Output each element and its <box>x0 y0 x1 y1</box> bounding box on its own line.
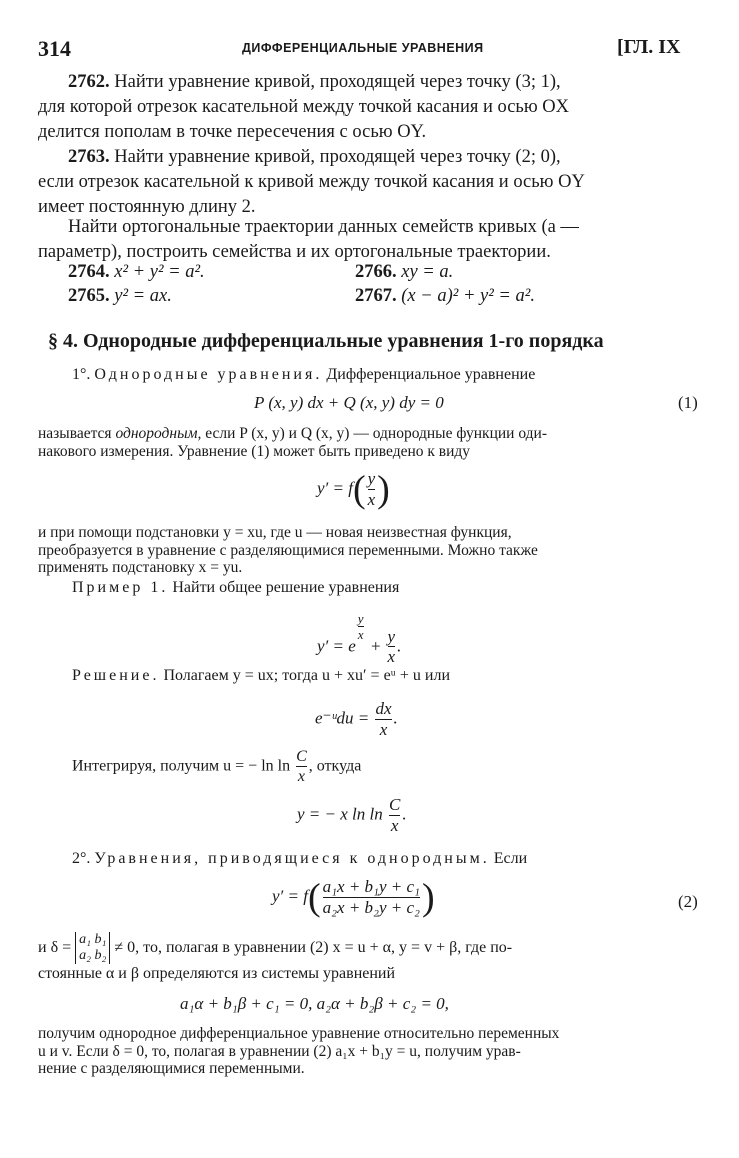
fraction-numerator: a₁x + b₁y + c₁ <box>322 877 420 896</box>
problem-equation: x² + y² = a². <box>114 262 205 282</box>
fraction-denominator: x <box>367 489 376 509</box>
paragraph-text: u и v. Если δ = 0, то, полагая в уравнении (2) a₁x + b₁y = u, получим урав- <box>38 1042 521 1060</box>
fraction-numerator: C <box>388 795 401 814</box>
problem-2763 <box>38 145 698 220</box>
problem-number: 2762. <box>68 72 110 92</box>
example-heading <box>72 579 399 597</box>
paragraph-text: накового измерения. Уравнение (1) может быть приведено к виду <box>38 442 471 460</box>
fraction-numerator: y <box>357 611 364 626</box>
problem-2766 <box>355 262 453 283</box>
equation-lhs: y′ = f <box>272 886 308 906</box>
fraction-denominator: a₂x + b₂y + c₂ <box>322 897 420 917</box>
fraction <box>388 628 396 667</box>
equation-lhs: y′ = f <box>317 478 353 498</box>
determinant-tail: ≠ 0, то, полагая в уравнении (2) x = u + α, y = v + β, где по- <box>114 938 513 956</box>
section-title: § 4. Однородные дифференциальные уравнения 1-го порядка <box>48 330 604 352</box>
fraction-denominator: x <box>387 647 396 667</box>
problem-number: 2764. <box>68 262 110 282</box>
problem-equation: xy = a. <box>401 262 454 282</box>
equation-1: P (x, y) dx + Q (x, y) dy = 0 <box>254 393 444 412</box>
problem-text: Найти уравнение кривой, проходящей через точку (2; 0), <box>114 147 561 167</box>
problem-text: для которой отрезок касательной между точкой касания и осью OX <box>38 97 570 117</box>
fraction-numerator: C <box>296 748 307 765</box>
problem-equation: y² = ax. <box>114 286 172 306</box>
integration-text: Интегрируя, получим u = − ln ln <box>72 757 291 775</box>
problem-text: Найти уравнение кривой, проходящей через точку (3; 1), <box>114 72 561 92</box>
part-heading: Уравнения, приводящиеся к однородным. <box>94 850 490 867</box>
problem-number: 2763. <box>68 147 110 167</box>
part-label: 1°. <box>72 366 91 383</box>
page-number: 314 <box>38 36 71 61</box>
determinant-intro: и δ = <box>38 938 72 956</box>
determinant-line <box>38 932 512 964</box>
problem-2767 <box>355 286 535 307</box>
fraction-denominator: x <box>297 767 305 785</box>
paragraph-text: называется <box>38 425 112 442</box>
problem-2762 <box>38 70 698 145</box>
integration-line <box>72 748 361 785</box>
paragraph-text: нение с разделяющимися переменными. <box>38 1060 305 1077</box>
det-entry: b₂ <box>94 948 107 964</box>
equation-lhs: e⁻ᵘdu = <box>315 708 370 728</box>
equation-y-prime-f: y′ = f( $\frac{y}{x}$ ) <box>317 468 390 511</box>
problem-text: имеет постоянную длину 2. <box>38 197 256 217</box>
problem-text: если отрезок касательной к кривой между точкой касания и осью OY <box>38 172 585 192</box>
equation-number: (1) <box>678 393 698 412</box>
part2-heading-line <box>72 850 527 868</box>
fraction <box>375 700 391 739</box>
problem-text: делится пополам в точке пересечения с осью OY. <box>38 122 427 142</box>
fraction-numerator: y <box>367 469 376 488</box>
problem-number: 2765. <box>68 286 110 306</box>
equation-separated: e⁻ᵘdu = $\frac{dx}{x}$ . <box>315 699 398 739</box>
part-intro: Дифференциальное уравнение <box>326 366 536 383</box>
equation-2: y′ = f( $\frac{\text{a₁x + b₁y + c₁}}{\text{a₂x + b₂y + c₂}}$ ) <box>272 876 435 919</box>
instruction-text: параметр), построить семейства и их ортогональные траектории. <box>38 242 551 262</box>
integration-tail: , откуда <box>308 757 362 775</box>
emphasis-text: однородным, <box>115 425 202 442</box>
fraction <box>296 748 307 785</box>
equation-system: a₁α + b₁β + c₁ = 0, a₂α + b₂β + c₂ = 0, <box>180 994 449 1013</box>
equation-final: y = − x ln ln $\frac{C}{x}$ . <box>297 795 407 835</box>
equation-number: (2) <box>678 892 698 911</box>
paragraph-text: и при помощи подстановки y = xu, где u — новая неизвестная функция, <box>38 524 512 541</box>
example-label: Пример 1. <box>72 579 169 596</box>
paragraph-text: получим однородное дифференциальное уравнение относительно переменных <box>38 1025 560 1042</box>
fraction-denominator: x <box>375 719 391 740</box>
period: . <box>397 636 402 656</box>
instruction-text: Найти ортогональные траектории данных семейств кривых (a — <box>68 217 579 237</box>
problem-number: 2766. <box>355 262 397 282</box>
part1-paragraph-b <box>38 524 700 577</box>
paragraph-text: стоянные α и β определяются из системы уравнений <box>38 965 396 982</box>
solution-label: Решение. <box>72 667 160 684</box>
problem-number: 2767. <box>355 286 397 306</box>
det-entry: a₁ <box>79 932 91 947</box>
fraction-numerator: y <box>387 626 396 646</box>
problem-2764 <box>68 262 205 283</box>
part2-paragraph-d <box>38 1025 700 1078</box>
part1-heading-line <box>72 366 535 384</box>
part-label: 2°. <box>72 850 91 867</box>
equation-lhs: y′ = e <box>317 636 356 656</box>
fraction <box>368 470 376 509</box>
fraction-denominator: x <box>357 627 364 643</box>
part-heading: Однородные уравнения. <box>94 366 323 383</box>
det-entry: b₁ <box>94 932 107 947</box>
fraction-numerator: dx <box>375 699 392 718</box>
fraction-denominator: x <box>390 815 399 835</box>
ortho-instructions <box>38 215 698 265</box>
chapter-label: [ГЛ. IX <box>617 36 681 58</box>
paragraph-text: применять подстановку x = yu. <box>38 559 243 576</box>
problem-equation: (x − a)² + y² = a². <box>401 286 535 306</box>
example-text: Найти общее решение уравнения <box>172 579 400 596</box>
solution-text: Полагаем y = ux; тогда u + xu′ = eᵘ + u или <box>163 667 451 684</box>
running-title: ДИФФЕРЕНЦИАЛЬНЫЕ УРАВНЕНИЯ <box>242 41 484 55</box>
part-heading-tail: Если <box>493 850 528 867</box>
exponent-fraction <box>358 612 364 643</box>
solution-line <box>72 667 450 685</box>
problem-2765 <box>68 286 172 307</box>
paragraph-text: преобразуется в уравнение с разделяющимися переменными. Можно также <box>38 541 538 559</box>
equation-example <box>317 612 401 667</box>
plus-sign: + <box>369 636 382 656</box>
fraction <box>323 878 420 917</box>
det-entry: a₂ <box>79 948 91 964</box>
paragraph-text: если P (x, y) и Q (x, y) — однородные функции оди- <box>205 425 547 442</box>
fraction <box>389 796 400 835</box>
part1-paragraph-a <box>38 425 700 460</box>
determinant <box>75 932 110 964</box>
equation-lhs: y = − x ln ln <box>297 804 383 824</box>
